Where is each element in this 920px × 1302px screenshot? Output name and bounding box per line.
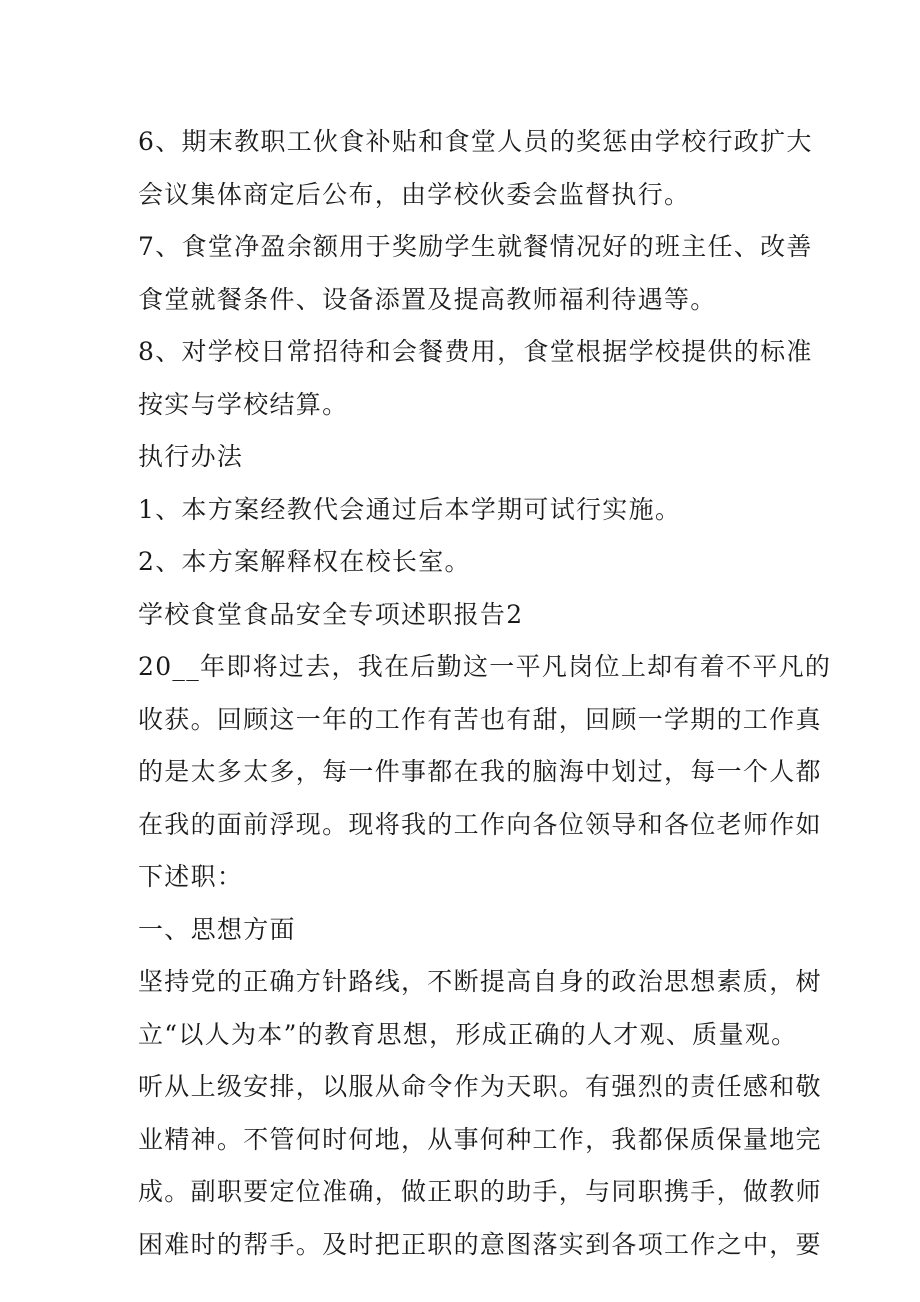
text-line: 2、本方案解释权在校长室。 bbox=[138, 547, 471, 576]
text-line: 下述职： bbox=[138, 862, 244, 891]
text-line: 20__年即将过去，我在后勤这一平凡岗位上却有着不平凡的 bbox=[138, 652, 832, 681]
text-line: 会议集体商定后公布，由学校伙委会监督执行。 bbox=[138, 179, 691, 209]
text-line: 的是太多太多，每一件事都在我的脑海中划过，每一个人都 bbox=[138, 757, 822, 786]
section-heading: 一、思想方面 bbox=[138, 914, 296, 944]
report-title: 学校食堂食品安全专项述职报告2 bbox=[138, 599, 524, 629]
section-heading: 执行办法 bbox=[138, 442, 244, 471]
text-line: 食堂就餐条件、设备添置及提高教师福利待遇等。 bbox=[138, 284, 717, 314]
text-line: 听从上级安排，以服从命令作为天职。有强烈的责任感和敬 bbox=[138, 1072, 822, 1101]
text-line: 坚持党的正确方针路线，不断提高自身的政治思想素质，树 bbox=[138, 967, 822, 996]
text-line: 1、本方案经教代会通过后本学期可试行实施。 bbox=[138, 494, 682, 524]
text-line: 业精神。不管何时何地，从事何种工作，我都保质保量地完 bbox=[138, 1124, 822, 1154]
text-line: 立“以人为本”的教育思想，形成正确的人才观、质量观。 bbox=[138, 1019, 798, 1049]
text-line: 收获。回顾这一年的工作有苦也有甜，回顾一学期的工作真 bbox=[138, 704, 822, 734]
text-line: 8、对学校日常招待和会餐费用，食堂根据学校提供的标准 bbox=[138, 337, 813, 366]
text-line: 困难时的帮手。及时把正职的意图落实到各项工作之中，要 bbox=[138, 1229, 822, 1259]
text-line: 按实与学校结算。 bbox=[138, 389, 349, 419]
text-line: 6、期末教职工伙食补贴和食堂人员的奖惩由学校行政扩大 bbox=[138, 127, 813, 156]
text-line: 成。副职要定位准确，做正职的助手，与同职携手，做教师 bbox=[138, 1177, 822, 1206]
text-line: 7、食堂净盈余额用于奖励学生就餐情况好的班主任、改善 bbox=[138, 232, 813, 261]
document-body bbox=[138, 116, 832, 1271]
text-line: 在我的面前浮现。现将我的工作向各位领导和各位老师作如 bbox=[138, 809, 822, 839]
